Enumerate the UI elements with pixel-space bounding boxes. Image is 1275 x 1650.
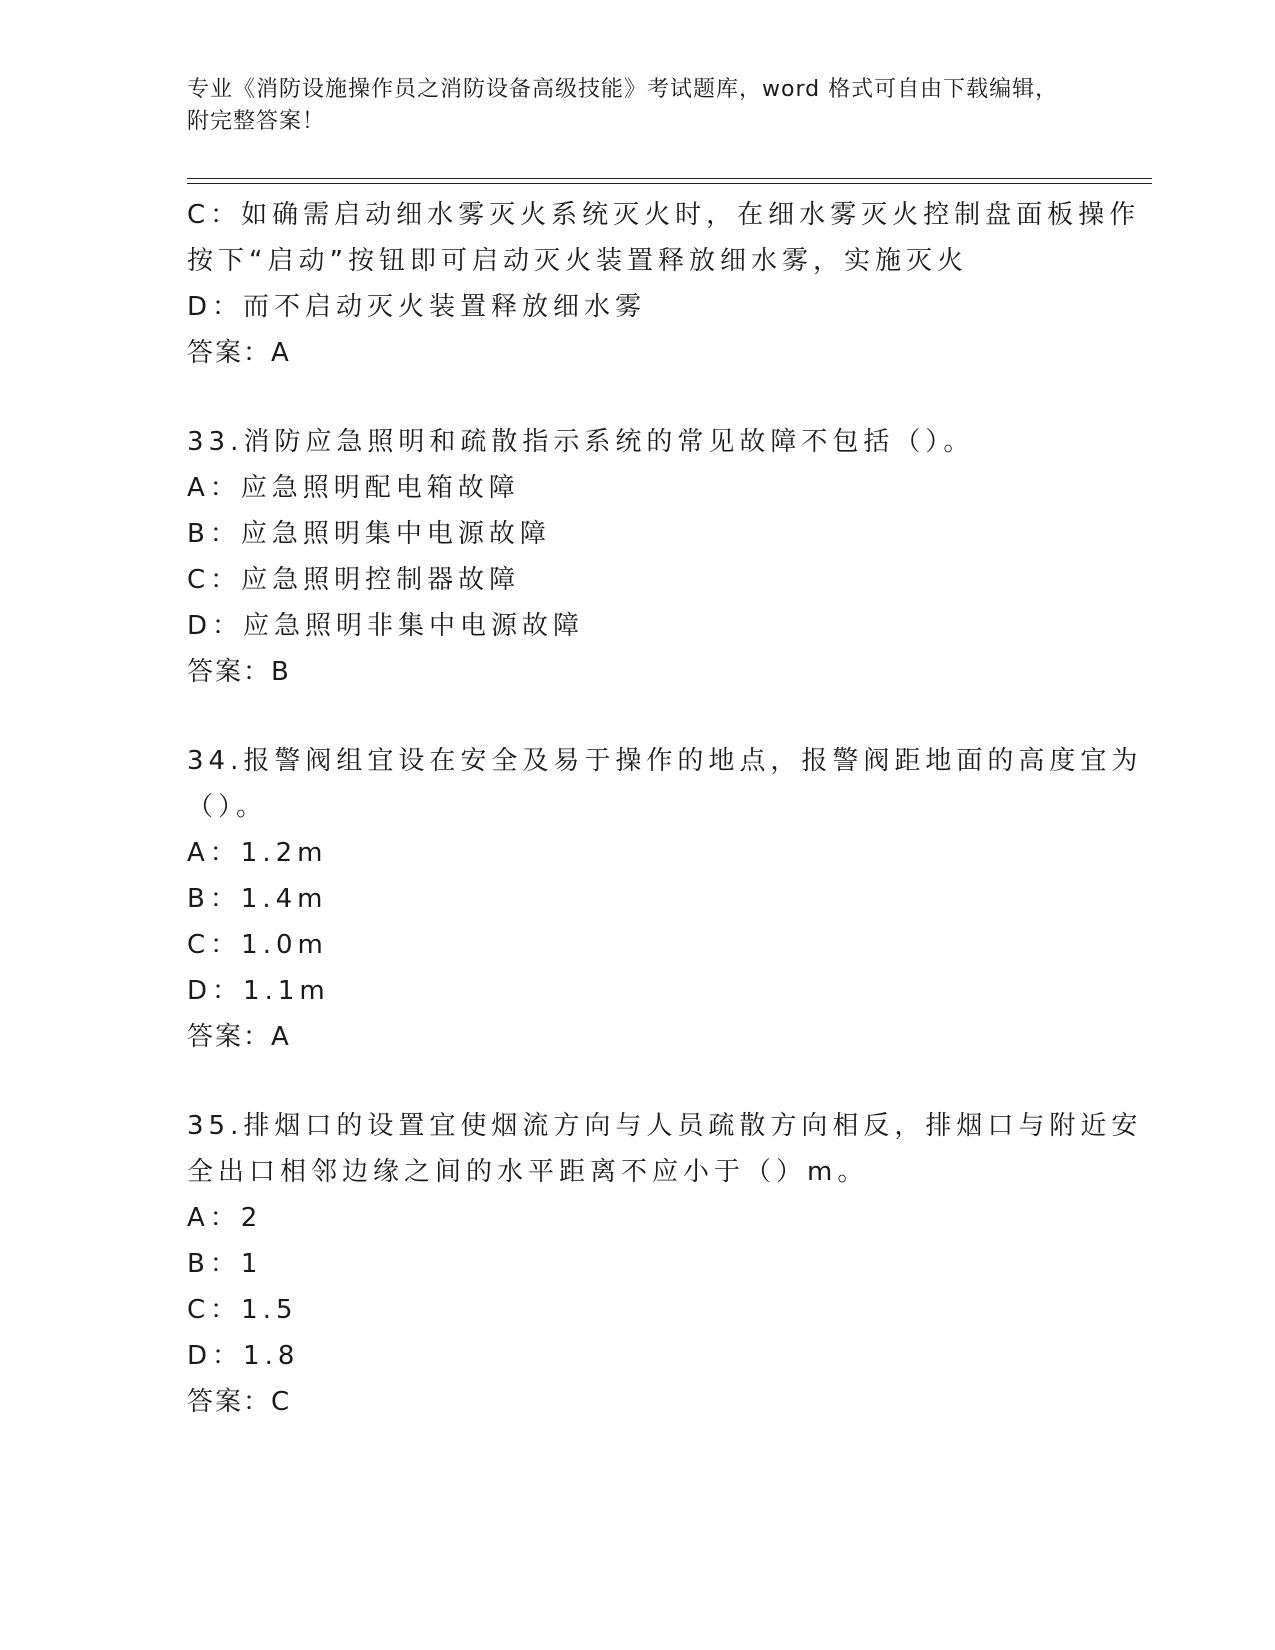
- option-c: C：1.0m: [187, 930, 328, 960]
- question-stem-line-2: 全出口相邻边缘之间的水平距离不应小于（）m。: [187, 1157, 869, 1187]
- question-stem-line-1: 35.排烟口的设置宜使烟流方向与人员疏散方向相反，排烟口与附近安: [187, 1111, 1143, 1141]
- answer: 答案：A: [187, 338, 291, 368]
- option-b: B：1.4m: [187, 884, 328, 914]
- spacer: [187, 695, 1087, 738]
- question-35: [187, 1103, 1143, 1425]
- option-b: B：应急照明集中电源故障: [187, 519, 551, 549]
- option-b: B：1: [187, 1249, 263, 1279]
- header-divider-bottom: [187, 183, 1152, 184]
- option-a: A：1.2m: [187, 838, 328, 868]
- option-d: D：应急照明非集中电源故障: [187, 611, 585, 641]
- option-c-line-1: C：如确需启动细水雾灭火系统灭火时，在细水雾灭火控制盘面板操作: [187, 200, 1141, 230]
- question-stem-line-1: 34.报警阀组宜设在安全及易于操作的地点，报警阀距地面的高度宜为: [187, 746, 1143, 776]
- spacer: [187, 376, 1087, 419]
- option-d: D：1.8: [187, 1341, 300, 1371]
- option-a: A：2: [187, 1203, 263, 1233]
- answer: 答案：A: [187, 1022, 291, 1052]
- header-text: 专业《消防设施操作员之消防设备高级技能》考试题库，word 格式可自由下载编辑，附完整答案！: [187, 77, 1059, 134]
- option-d: D：1.1m: [187, 976, 330, 1006]
- question-stem-line-2: （）。: [187, 792, 268, 822]
- answer: 答案：B: [187, 657, 291, 687]
- option-c: C：1.5: [187, 1295, 298, 1325]
- option-c: C：应急照明控制器故障: [187, 565, 521, 595]
- header-divider-top: [187, 178, 1152, 179]
- option-a: A：应急照明配电箱故障: [187, 473, 520, 503]
- question-stem: 33.消防应急照明和疏散指示系统的常见故障不包括（）。: [187, 427, 975, 457]
- spacer: [187, 1060, 1087, 1103]
- question-list: [187, 192, 1143, 1425]
- question-34: [187, 738, 1143, 1060]
- option-c-line-2: 按下“启动”按钮即可启动灭火装置释放细水雾，实施灭火: [187, 246, 968, 276]
- answer: 答案：C: [187, 1387, 292, 1417]
- document-header: [187, 74, 1067, 138]
- option-d: D：而不启动灭火装置释放细水雾: [187, 292, 647, 322]
- question-33: [187, 419, 1087, 695]
- question-32-continued: [187, 192, 1141, 376]
